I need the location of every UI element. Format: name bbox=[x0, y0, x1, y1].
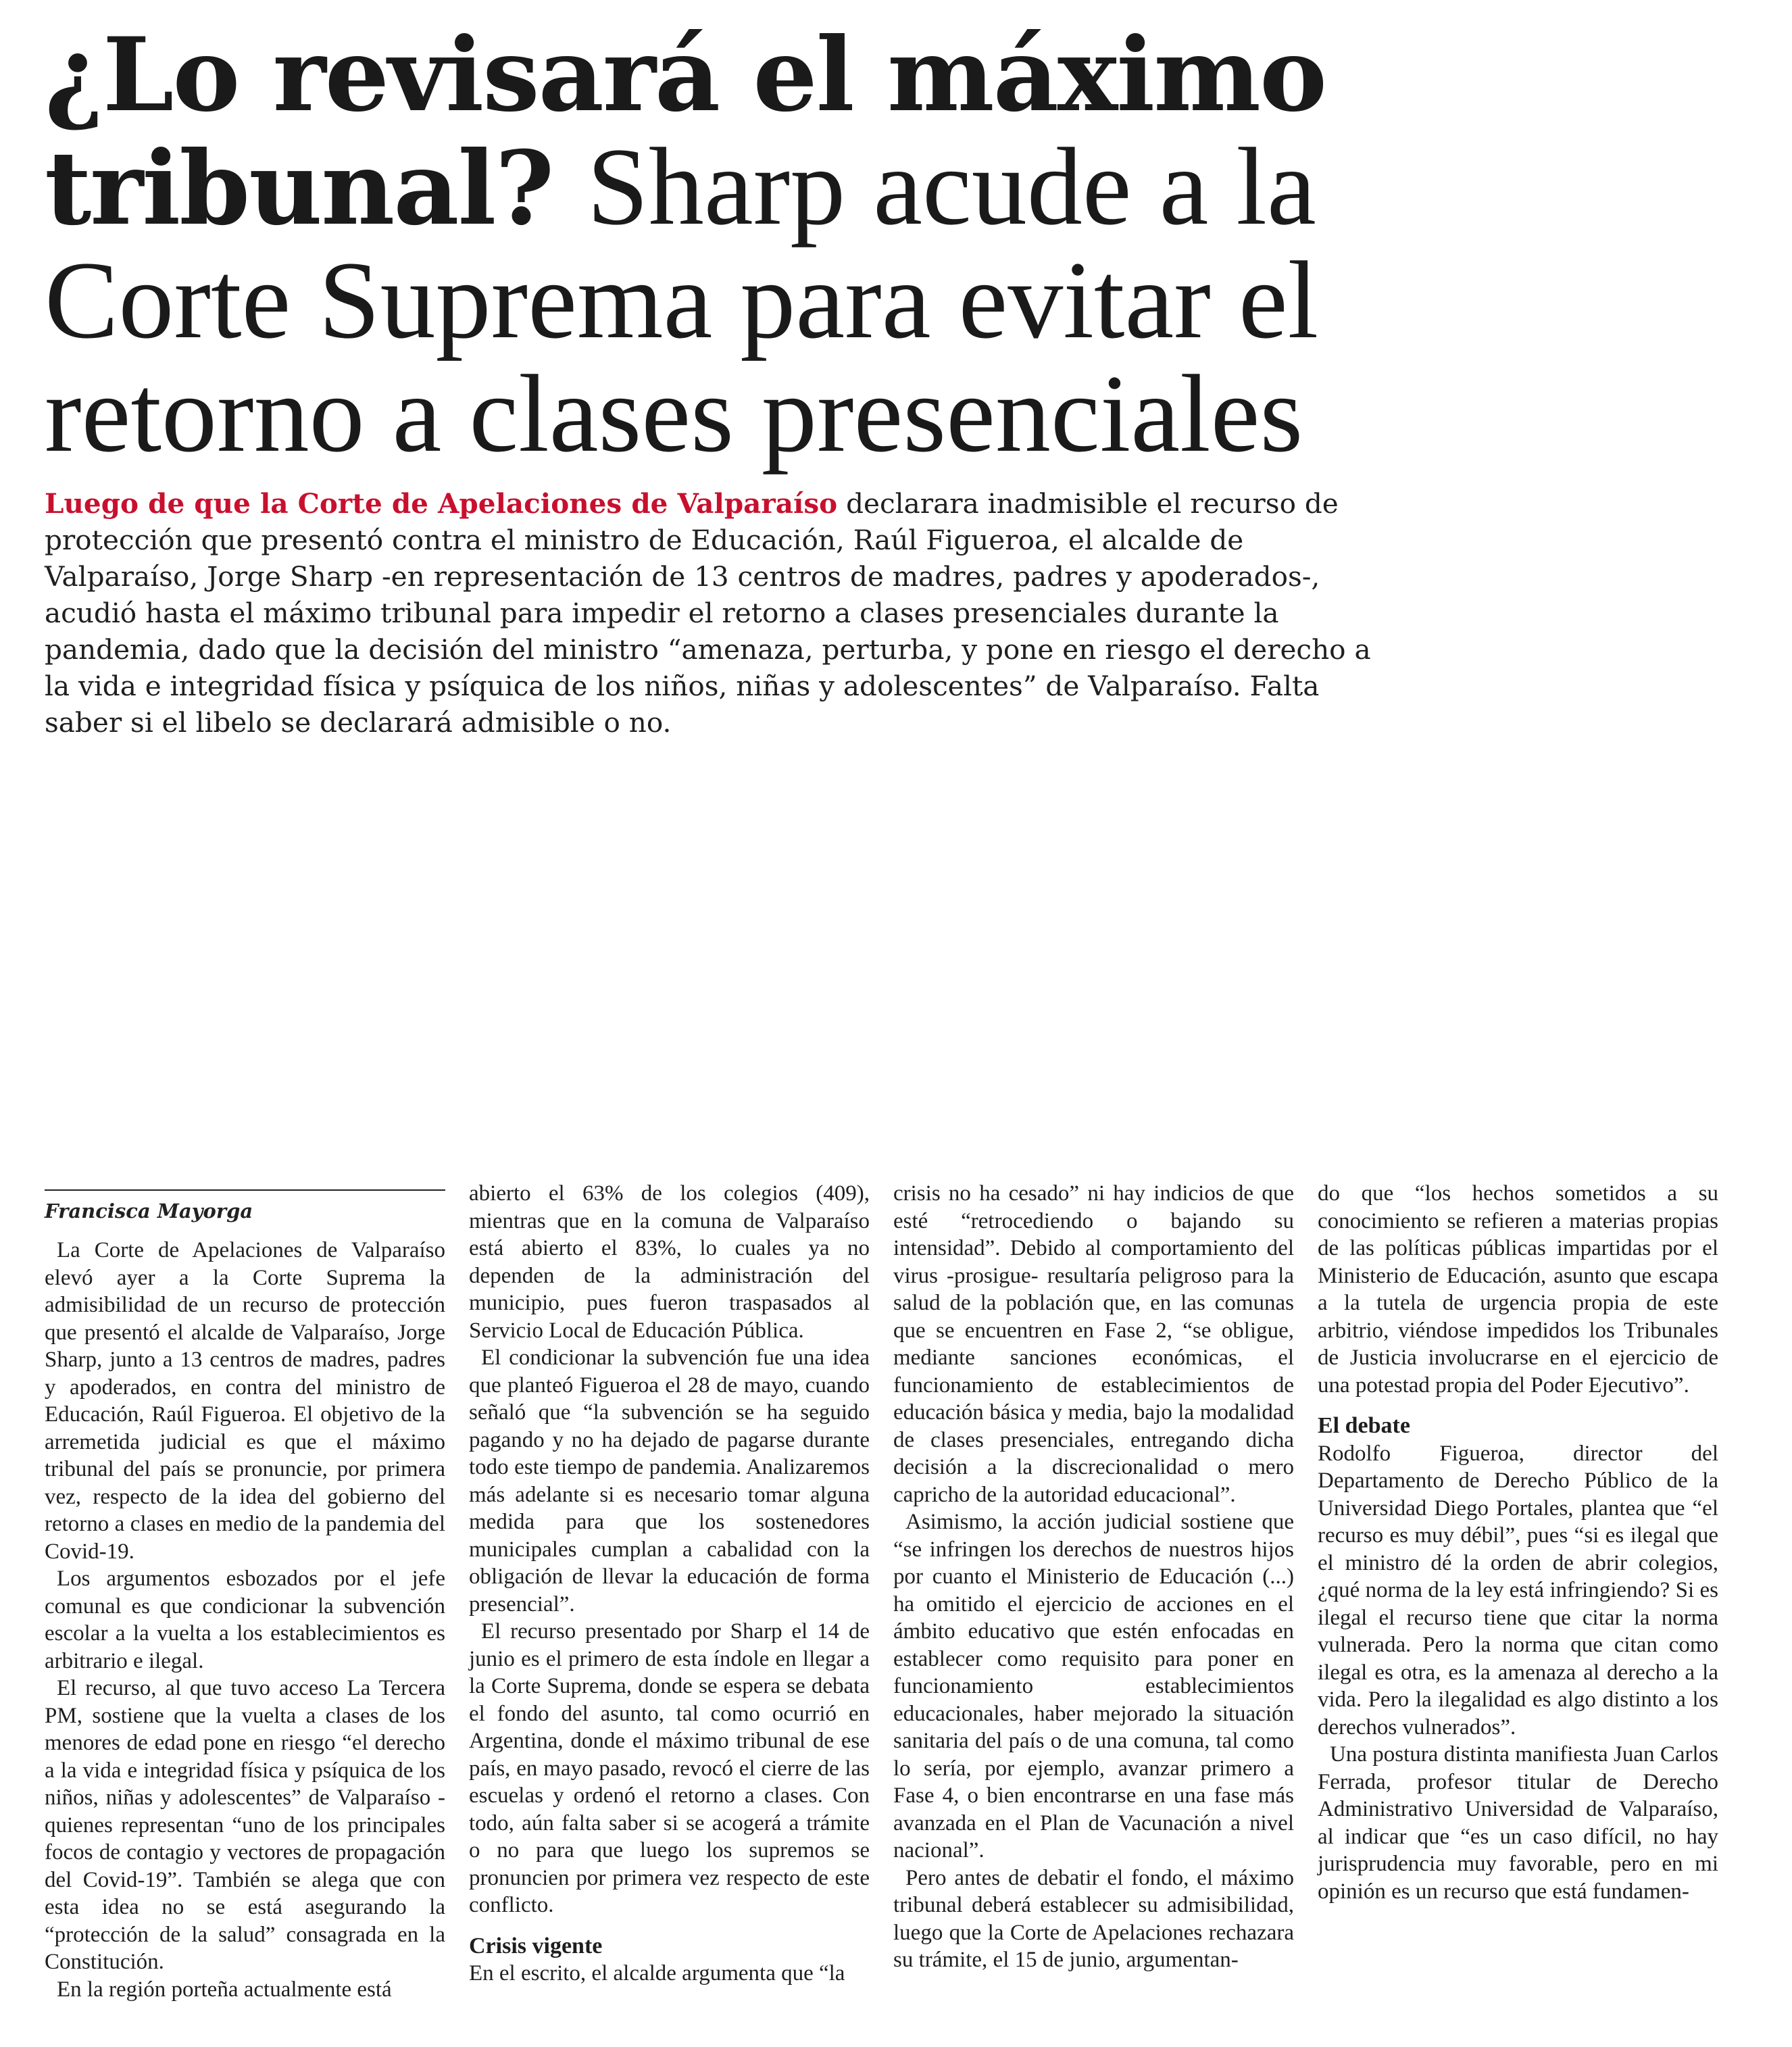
lead-paragraph bbox=[45, 485, 1396, 741]
headline-bold: ¿Lo revisará el máximo tribunal? bbox=[45, 16, 1326, 248]
paragraph: En el escrito, el alcalde argumenta que “la bbox=[469, 1961, 845, 1986]
paragraph: Los argumentos esbozados por el jefe comunal es que condicionar la subvención escolar a la vuelta a los establecimientos es arbitrario e ilegal. bbox=[45, 1567, 445, 1673]
lead-kicker: Luego de que la Corte de Apelaciones de Valparaíso bbox=[45, 487, 838, 520]
headline bbox=[45, 16, 1396, 475]
paragraph: La Corte de Apelaciones de Valparaíso elevó ayer a la Corte Suprema la admisibilidad de un recurso de protección que presentó el alcalde de Valparaíso, Jorge Sharp, junto a 13 centros de madres, padres y apoderados, en contra del ministro de Educación, Raúl Figueroa. El objetivo de la arremetida judicial es que el máximo tribunal del país se pronuncie, por primera vez, respecto de la idea del gobierno del retorno a clases en medio de la pandemia del Covid-19. bbox=[45, 1238, 445, 1564]
paragraph: El condicionar la subvención fue una idea que planteó Figueroa el 28 de mayo, cuando señaló que “la subvención se ha seguido pagando y no ha dejado de pagarse durante todo este tiempo de pandemia. Analizaremos más adelante si es necesario tomar alguna medida para que los sostenedores municipales cumplan a cabalidad con la obligación de llevar la educación de forma presencial”. bbox=[469, 1346, 870, 1617]
paragraph: do que “los hechos sometidos a su conocimiento se refieren a materias propias de las políticas públicas impartidas por el Ministerio de Educación, asunto que escapa a la tutela de urgencia propia de este arbitrio, viéndose impedidos los Tribunales de Justicia involucrarse en el ejercicio de una potestad propia del Poder Ejecutivo”. bbox=[1318, 1181, 1718, 1398]
paragraph: crisis no ha cesado” ni hay indicios de que esté “retrocediendo o bajando su intensidad”. Debido al comportamiento del virus -prosigue- resultaría peligroso para la salud de la población que, en las comunas que se encuentren en Fase 2, “se obligue, mediante sanciones económicas, el funcionamiento de establecimientos de educación básica y media, bajo la modalidad de clases presenciales, entregando dicha decisión a la discrecionalidad o mero capricho de la autoridad educacional”. bbox=[893, 1181, 1294, 1507]
article-column-4 bbox=[1318, 1180, 1718, 1905]
paragraph: abierto el 63% de los colegios (409), mientras que en la comuna de Valparaíso está abierto el 83%, lo cuales ya no dependen de la administración del municipio, pues fueron traspasados al Servicio Local de Educación Pública. bbox=[469, 1181, 870, 1343]
article-column-2 bbox=[469, 1180, 870, 1988]
paragraph: Pero antes de debatir el fondo, el máximo tribunal deberá establecer su admisibilidad, luego que la Corte de Apelaciones rechazara su trámite, el 15 de junio, argumentan- bbox=[893, 1865, 1294, 1972]
lead-text: declarara inadmisible el recurso de protección que presentó contra el ministro de Educación, Raúl Figueroa, el alcalde de Valparaíso, Jorge Sharp -en representación de 13 centros de madres, padres y apoderados-, acudió hasta el máximo tribunal para impedir el retorno a clases presenciales durante la pandemia, dado que la decisión del ministro “amenaza, perturba, y pone en riesgo el derecho a la vida e integridad física y psíquica de los niños, niñas y adolescentes” de Valparaíso. Falta saber si el libelo se declarará admisible o no. bbox=[45, 487, 1371, 739]
paragraph: Asimismo, la acción judicial sostiene que “se infringen los derechos de nuestros hijos por cuanto el Ministerio de Educación (...) ha omitido el ejercicio de acciones en el ámbito educativo que estén enfocadas en establecer como requisito para poner en funcionamiento establecimientos educacionales, haber mejorado la situación sanitaria del país o de una comuna, tal como lo sería, por ejemplo, avanzar primero a Fase 4, o bien encontrarse en una fase más avanzada en el Plan de Vacunación a nivel nacional”. bbox=[893, 1510, 1294, 1863]
headline-light: Sharp acude a la Corte Suprema para evitar el retorno a clases presenciales bbox=[45, 126, 1319, 475]
article-column-3 bbox=[893, 1180, 1294, 1974]
paragraph: El recurso presentado por Sharp el 14 de junio es el primero de esta índole en llegar a la Corte Suprema, donde se espera se debata el fondo del asunto, tal como ocurrió en Argentina, donde el máximo tribunal de ese país, en mayo pasado, revocó el cierre de las escuelas y ordenó el retorno a clases. Con todo, aún falta saber si se acogerá a trámite o no para que luego los supremos se pronuncien por primera vez respecto de este conflicto. bbox=[469, 1619, 870, 1917]
byline: Francisca Mayorga bbox=[45, 1189, 445, 1223]
paragraph: Rodolfo Figueroa, director del Departamento de Derecho Público de la Universidad Diego Portales, plantea que “el recurso es muy débil”, pues “si es ilegal que el ministro dé la orden de abrir colegios, ¿qué norma de la ley está infringiendo? Si es ilegal el recurso tiene que citar la norma vulnerada. Pero la norma que citan como ilegal es otra, es la amenaza al derecho a la vida. Pero la ilegalidad es algo distinto a los derechos vulnerados”. bbox=[1318, 1441, 1718, 1740]
paragraph: El recurso, al que tuvo acceso La Tercera PM, sostiene que la vuelta a clases de los menores de edad pone en riesgo “el derecho a la vida e integridad física y psíquica de los niños, niñas y adolescentes” de Valparaíso -quienes representan “uno de los principales focos de contagio y vectores de propagación del Covid-19”. También se alega que con esta idea no se está asegurando la “protección de la salud” consagrada en la Constitución. bbox=[45, 1676, 445, 1974]
paragraph: Una postura distinta manifiesta Juan Carlos Ferrada, profesor titular de Derecho Administrativo Universidad de Valparaíso, al indicar que “es un caso difícil, no hay jurisprudencia muy favorable, pero en mi opinión es un recurso que está fundamen- bbox=[1318, 1742, 1718, 1904]
subhead-crisis-vigente: Crisis vigente bbox=[469, 1933, 603, 1958]
subhead-el-debate: El debate bbox=[1318, 1413, 1410, 1438]
article-column-1 bbox=[45, 1237, 445, 2003]
paragraph: En la región porteña actualmente está bbox=[57, 1977, 392, 2002]
